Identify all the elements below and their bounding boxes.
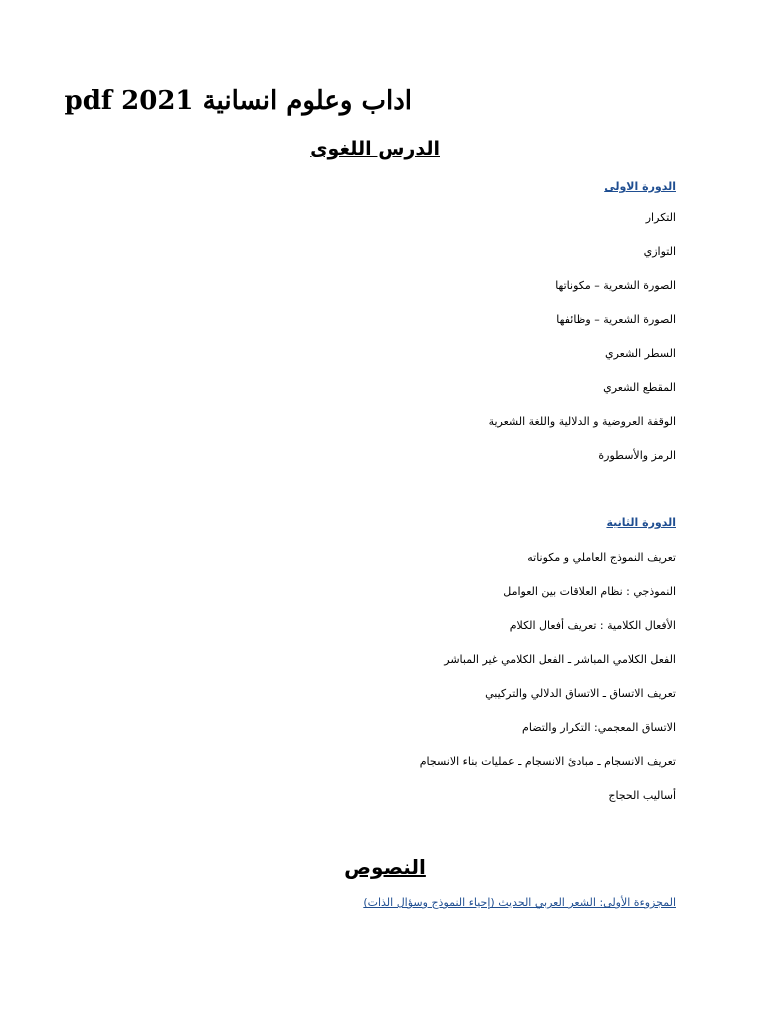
list-item: الفعل الكلامي المباشر ـ الفعل الكلامي غير المباشر <box>444 653 676 666</box>
list-item: التكرار <box>645 211 676 224</box>
session1-list <box>489 201 676 473</box>
document-title: اداب وعلوم انسانية 2021 pdf <box>64 86 412 116</box>
language-lesson-heading: الدرس اللغوى <box>310 138 440 160</box>
list-item: السطر الشعري <box>604 347 676 360</box>
session2-list <box>420 541 676 813</box>
texts-heading: النصوص <box>344 855 426 879</box>
list-item: الصورة الشعرية – وظائفها <box>556 313 676 326</box>
list-item: تعريف الانسجام ـ مبادئ الانسجام ـ عمليات بناء الانسجام <box>419 755 676 768</box>
list-item: التوازي <box>643 245 676 258</box>
list-item: الأفعال الكلامية : تعريف أفعال الكلام <box>509 619 676 632</box>
list-item: أساليب الحجاج <box>608 789 676 802</box>
list-item: النموذجي : نظام العلاقات بين العوامل <box>503 585 676 598</box>
session2-heading[interactable]: الدورة الثانية <box>606 516 676 529</box>
module1-link[interactable]: المجزوءة الأولى: الشعر العربي الحديث (إحياء النموذج وسؤال الذات) <box>363 896 676 909</box>
list-item: المقطع الشعري <box>603 381 676 394</box>
list-item: الاتساق المعجمي: التكرار والتضام <box>522 721 676 734</box>
list-item: تعريف النموذج العاملي و مكوناته <box>527 551 676 564</box>
session1-heading[interactable]: الدورة الاولى <box>604 180 676 193</box>
list-item: تعريف الاتساق ـ الاتساق الدلالي والتركيبي <box>485 687 676 700</box>
list-item: الصورة الشعرية – مكوناتها <box>555 279 676 292</box>
list-item: الوقفة العروضية و الدلالية واللغة الشعرية <box>488 415 676 428</box>
list-item: الرمز والأسطورة <box>598 449 676 462</box>
